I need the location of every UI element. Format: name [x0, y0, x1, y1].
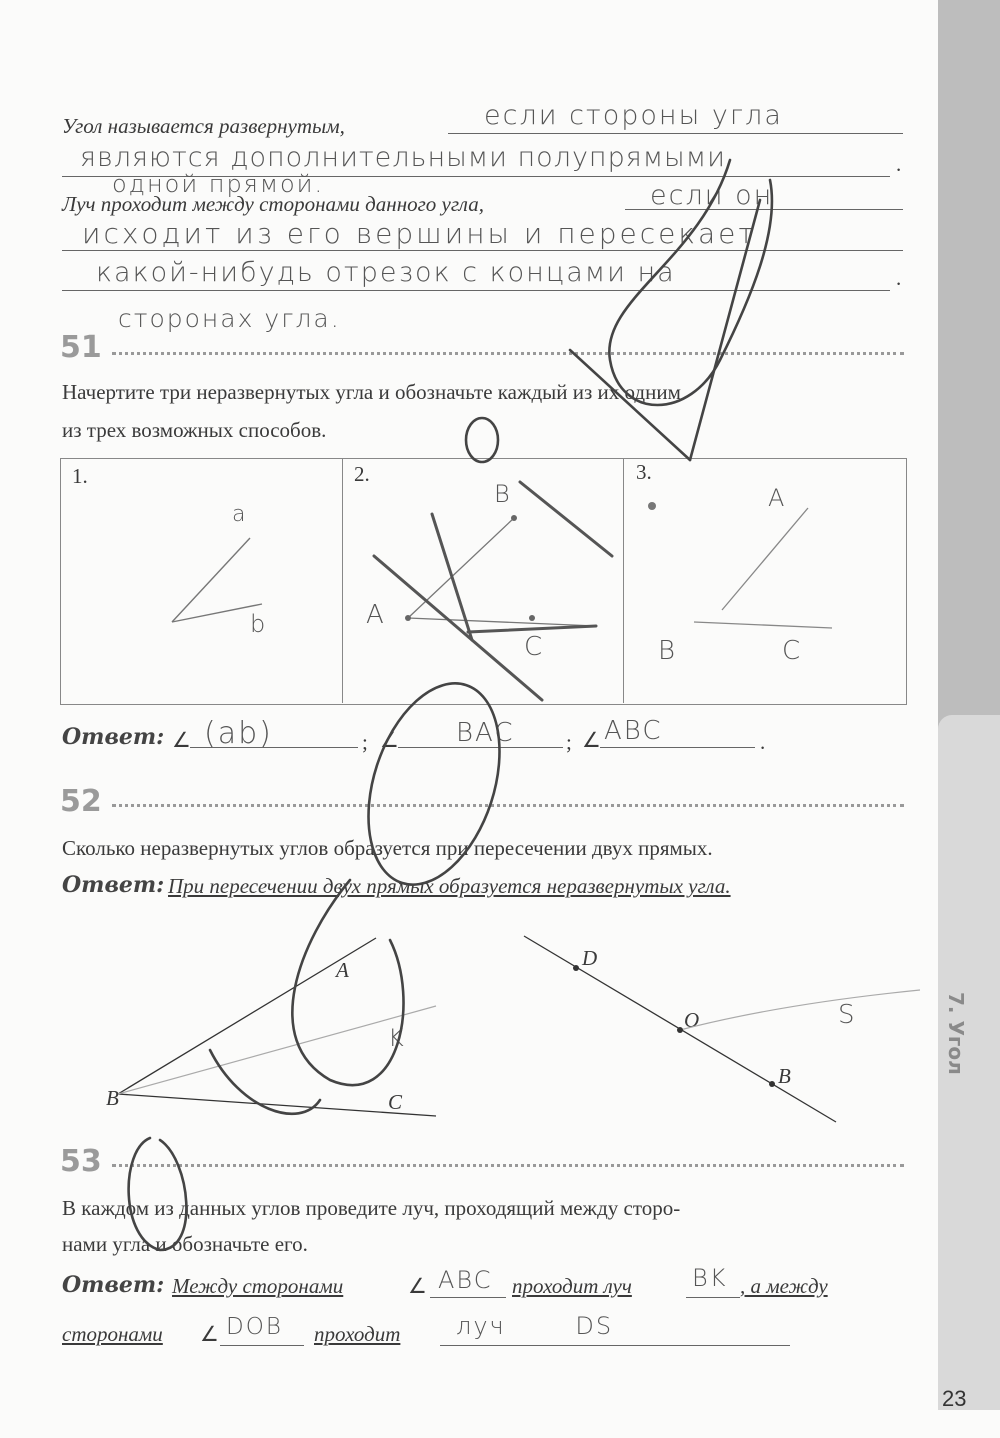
answer-template: проходит	[314, 1322, 401, 1346]
handwritten-answer: ABC	[604, 716, 663, 746]
straight-angle-prefix: Угол называется развернутым,	[62, 114, 345, 138]
point-marker	[511, 515, 517, 521]
cell1-angle	[172, 538, 262, 622]
point-label: B	[658, 636, 678, 666]
task-number: 51	[60, 330, 102, 365]
point-marker	[529, 615, 535, 621]
handwritten-answer: если стороны угла	[484, 100, 783, 131]
cell-label: 1.	[72, 464, 88, 488]
scrawl-stroke	[609, 160, 772, 405]
answer-label: Ответ:	[62, 724, 165, 750]
handwritten-answer: какой-нибудь отрезок с концами на	[96, 257, 676, 288]
handwritten-answer: являются дополнительными полупрямыми	[80, 142, 726, 173]
ray-between-prefix: Луч проходит между сторонами данного угла,	[62, 192, 484, 216]
scrawl-stroke	[466, 418, 498, 462]
handwritten-answer: ABC	[438, 1266, 493, 1294]
answer-template: , а между	[740, 1274, 828, 1298]
point-label: D	[582, 946, 598, 970]
point-marker	[769, 1081, 775, 1087]
scrawl-stroke	[570, 350, 690, 460]
answer-template: Между сторонами	[172, 1274, 344, 1298]
cell3-angle	[694, 508, 832, 628]
period: .	[760, 730, 766, 754]
point-label: B	[494, 480, 512, 508]
angle-symbol: ∠	[380, 728, 399, 752]
section-label: 7. Угол	[944, 992, 968, 1075]
cell-label: 2.	[354, 462, 370, 486]
ray-OS	[680, 990, 920, 1030]
task-text: Сколько неразвернутых углов образуется при пересечении двух прямых.	[62, 836, 713, 860]
handwritten-answer: DOB	[226, 1314, 283, 1340]
period: .	[896, 266, 902, 290]
point-label: B	[778, 1064, 791, 1088]
point-label: C	[388, 1090, 403, 1114]
task-text: В каждом из данных углов проведите луч, проходящий между сторо-	[62, 1196, 681, 1220]
angle-symbol: ∠	[582, 728, 601, 752]
scribble-strokes	[374, 482, 612, 700]
point-label: K	[388, 1024, 406, 1052]
point-label: b	[250, 610, 268, 638]
semicolon: ;	[362, 730, 368, 754]
scrawl-stroke	[690, 200, 760, 460]
task-text: Начертите три неразвернутых угла и обозначьте каждый из их одним	[62, 380, 681, 404]
ray-C	[694, 622, 832, 628]
point-marker	[648, 502, 656, 510]
answer-template: сторонами	[62, 1322, 163, 1346]
point-label: S	[838, 1000, 857, 1030]
answer-label: Ответ:	[62, 1272, 165, 1298]
point-label: a	[232, 502, 248, 527]
handwritten-answer: исходит из его вершины и пересекает	[82, 217, 757, 250]
angle-symbol: ∠	[172, 728, 191, 752]
handwritten-answer: (ab)	[204, 716, 273, 751]
scribble-stroke	[468, 626, 596, 632]
point-marker	[573, 965, 579, 971]
ray-BK	[118, 1006, 436, 1094]
cell-label: 3.	[636, 460, 652, 484]
point-marker	[405, 615, 411, 621]
point-label: C	[524, 632, 545, 662]
point-label: A	[768, 484, 787, 512]
scrawl-stroke	[292, 880, 403, 1085]
pencil-scrawl	[129, 160, 772, 1250]
scrawl-stroke	[129, 1138, 187, 1250]
period: .	[896, 152, 902, 176]
ray-A	[722, 508, 808, 610]
semicolon: ;	[566, 730, 572, 754]
handwritten-answer: сторонах угла.	[118, 304, 341, 333]
fig1-angle	[118, 938, 436, 1116]
handwritten-answer: если он	[650, 180, 774, 211]
handwritten-answer: одной прямой.	[112, 170, 325, 198]
page-number: 23	[942, 1386, 967, 1411]
point-label: B	[106, 1086, 119, 1110]
scribble-stroke	[374, 556, 545, 700]
angle-symbol: ∠	[200, 1322, 219, 1346]
handwritten-answer: луч DS	[456, 1312, 614, 1340]
scribble-stroke	[520, 482, 612, 556]
handwritten-answer: BK	[692, 1264, 728, 1292]
task-text: нами угла и обозначьте его.	[62, 1232, 308, 1256]
point-label: O	[684, 1008, 700, 1032]
task-number: 53	[60, 1144, 102, 1179]
ray-AC	[408, 618, 596, 626]
ray-BA	[118, 938, 376, 1094]
scrawl-stroke	[345, 667, 523, 902]
point-label: A	[336, 958, 349, 982]
point-label: C	[782, 636, 803, 666]
answer-template: При пересечении двух прямых образуется неразвернутых угла.	[168, 874, 731, 898]
answer-label: Ответ:	[62, 872, 165, 898]
handwritten-answer: BAC	[456, 718, 515, 748]
angle-symbol: ∠	[408, 1274, 427, 1298]
answer-template: проходит луч	[512, 1274, 632, 1298]
point-marker	[677, 1027, 683, 1033]
point-label: A	[366, 600, 386, 630]
task-text: из трех возможных способов.	[62, 418, 327, 442]
task-number: 52	[60, 784, 102, 819]
